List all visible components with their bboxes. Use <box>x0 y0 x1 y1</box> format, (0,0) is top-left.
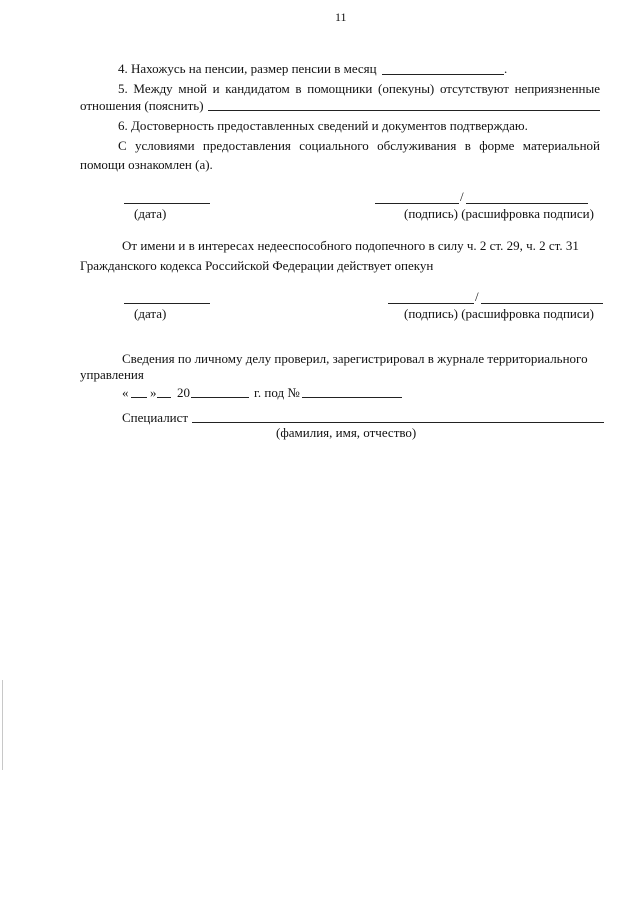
item-5-line2: отношения (пояснить) <box>80 98 204 113</box>
relations-explain-field[interactable] <box>208 110 600 111</box>
date-field-1[interactable] <box>124 203 210 204</box>
conditions-line2: помощи ознакомлен (а). <box>80 157 213 172</box>
signature-decode-field-1[interactable] <box>466 203 588 204</box>
date-field-2[interactable] <box>124 303 210 304</box>
quote-close: » <box>150 385 157 400</box>
specialist-label: Специалист <box>122 410 189 425</box>
registration-number-field[interactable] <box>302 397 402 398</box>
month-field[interactable] <box>157 397 171 398</box>
item-5-line1: 5. Между мной и кандидатом в помощники (опекуны) отсутствуют неприязненные <box>118 81 600 96</box>
item-4-text: 4. Нахожусь на пенсии, размер пенсии в месяц <box>118 61 377 76</box>
guardian-line2: Гражданского кодекса Российской Федерации действует опекун <box>80 258 434 273</box>
day-field[interactable] <box>131 397 147 398</box>
registration-line2: управления <box>80 367 144 382</box>
conditions-line1: С условиями предоставления социального обслуживания в форме материальной <box>118 138 600 153</box>
specialist-name-field[interactable] <box>192 422 604 423</box>
year-field[interactable] <box>191 397 249 398</box>
signature-field-2[interactable] <box>388 303 474 304</box>
signature-field-1[interactable] <box>375 203 459 204</box>
date-label-2: (дата) <box>134 306 167 321</box>
signature-label-2: (подпись) (расшифровка подписи) <box>404 306 594 321</box>
year-suffix: г. под № <box>254 385 300 400</box>
page-number: 11 <box>335 10 347 24</box>
pension-amount-field[interactable] <box>382 74 504 75</box>
year-prefix: 20 <box>177 385 190 400</box>
registration-line1: Сведения по личному делу проверил, зарегистрировал в журнале территориального <box>122 351 588 366</box>
specialist-caption: (фамилия, имя, отчество) <box>276 425 417 440</box>
item-4-end: . <box>504 61 508 76</box>
date-label-1: (дата) <box>134 206 167 221</box>
signature-label-1: (подпись) (расшифровка подписи) <box>404 206 594 221</box>
scan-edge-mark <box>2 680 3 770</box>
quote-open: « <box>122 385 129 400</box>
slash-1: / <box>460 189 464 204</box>
guardian-line1: От имени и в интересах недееспособного подопечного в силу ч. 2 ст. 29, ч. 2 ст. 31 <box>122 238 579 253</box>
item-6-text: 6. Достоверность предоставленных сведений и документов подтверждаю. <box>118 118 528 133</box>
signature-decode-field-2[interactable] <box>481 303 603 304</box>
slash-2: / <box>475 289 479 304</box>
